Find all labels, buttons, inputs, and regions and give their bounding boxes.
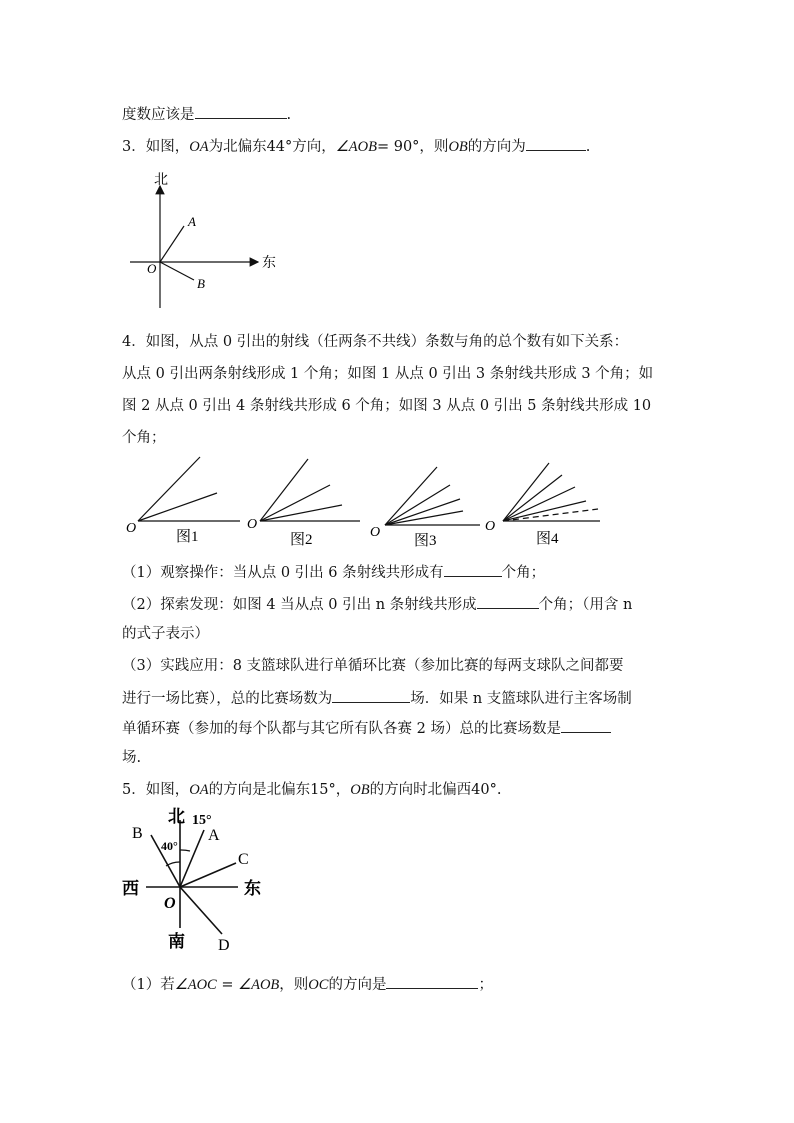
- label-a: A: [208, 827, 220, 844]
- figure-4-caption: 图4: [536, 531, 559, 547]
- question-number: 3．: [122, 139, 146, 155]
- label-40: 40°: [161, 839, 178, 853]
- answer-blank[interactable]: [477, 594, 539, 609]
- q4-sub-3-line-3: 单循环赛（参加的每个队都与其它所有队各赛 2 场）总的比赛场数是: [122, 718, 611, 739]
- figure-1-o: O: [126, 521, 137, 536]
- figure-4-o: O: [485, 519, 496, 534]
- figure-q5-compass: [118, 800, 278, 965]
- figure-1: [126, 457, 240, 545]
- question-4-line-4: 个角；: [122, 430, 166, 446]
- figure-2: [247, 459, 360, 548]
- q4-sub-3-line-4: 场.: [122, 750, 142, 766]
- question-4-line-1: 4．如图，从点 0 引出的射线（任两条不共线）条数与角的总个数有如下关系：: [122, 334, 629, 350]
- label-north: 北: [154, 173, 168, 188]
- figure-q3-svg: [120, 168, 290, 313]
- figures-q4: [120, 455, 620, 555]
- continued-question-line: 度数应该是 .: [122, 104, 291, 125]
- q4-sub-3-line-2: 进行一场比赛），总的比赛场数为 场．如果 n 支篮球队进行主客场制: [122, 688, 632, 709]
- figure-3: [370, 467, 480, 549]
- question-4-line-2: 从点 0 引出两条射线形成 1 个角；如图 1 从点 0 引出 3 条射线共形成 3 个角；如: [122, 366, 654, 382]
- figure-q5-svg: [118, 800, 278, 965]
- figure-1-caption: 图1: [176, 529, 199, 545]
- label-north: 北: [168, 807, 185, 826]
- figures-q4-svg: [120, 455, 620, 555]
- figure-q3-compass: [120, 168, 290, 313]
- figure-4: [485, 463, 600, 547]
- arc-15: [180, 850, 190, 851]
- label-south: 南: [168, 932, 185, 951]
- question-4-line-3: 图 2 从点 0 引出 4 条射线共形成 6 个角；如图 3 从点 0 引出 5 条射线共形成 10: [122, 398, 652, 414]
- answer-blank[interactable]: [561, 718, 611, 733]
- q4-sub-2-cont: 的式子表示）: [122, 626, 209, 642]
- figure-2-caption: 图2: [290, 532, 313, 548]
- label-c: C: [238, 851, 249, 868]
- question-5: 5．如图，OA的方向是北偏东15°，OB的方向时北偏西40°.: [122, 782, 502, 798]
- arc-40: [166, 862, 180, 866]
- line-text: 度数应该是: [122, 107, 195, 123]
- label-b: B: [132, 825, 143, 842]
- label-d: D: [218, 937, 230, 954]
- answer-blank[interactable]: [332, 688, 410, 703]
- figure-2-o: O: [247, 517, 258, 532]
- label-east: 东: [244, 879, 261, 898]
- answer-blank[interactable]: [386, 974, 478, 989]
- q4-sub-1: （1）观察操作：当从点 0 引出 6 条射线共形成有 个角；: [122, 562, 545, 583]
- label-west: 西: [122, 879, 139, 898]
- ray-od: [180, 887, 222, 934]
- label-b: B: [197, 276, 205, 291]
- q4-sub-3: （3）实践应用：8 支篮球队进行单循环比赛（参加比赛的每两支球队之间都要: [122, 658, 624, 674]
- answer-blank[interactable]: [526, 136, 586, 151]
- label-east: 东: [262, 256, 276, 271]
- label-o: O: [147, 261, 157, 276]
- answer-blank[interactable]: [195, 104, 287, 119]
- answer-blank[interactable]: [444, 562, 502, 577]
- label-15: 15°: [192, 813, 212, 828]
- ray-oa: [160, 226, 184, 262]
- figure-3-o: O: [370, 525, 381, 540]
- ray-ob: [160, 262, 194, 280]
- label-o: O: [164, 895, 176, 912]
- label-a: A: [188, 214, 196, 229]
- q4-sub-2: （2）探索发现：如图 4 当从点 0 引出 n 条射线共形成 个角；（用含 n: [122, 594, 632, 615]
- q5-sub-1: （1）若∠AOC = ∠AOB，则OC的方向是 ；: [122, 974, 493, 995]
- question-number: 5．: [122, 782, 146, 798]
- question-3: 3．如图，OA为北偏东44°方向，∠AOB= 90°，则OB的方向为 .: [122, 136, 590, 157]
- figure-3-caption: 图3: [414, 533, 437, 549]
